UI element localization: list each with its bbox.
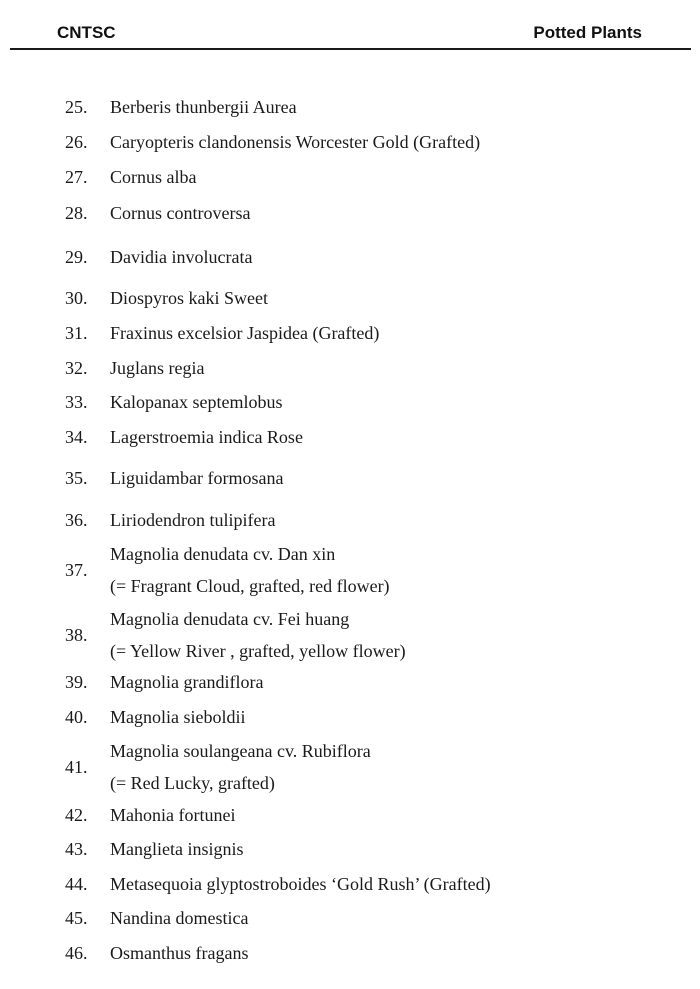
item-number: 36. (65, 510, 88, 530)
item-number: 31. (65, 323, 88, 343)
page-header (10, 18, 691, 50)
header-org: CNTSC (57, 23, 116, 42)
item-name: Liguidambar formosana (110, 468, 284, 488)
item-number: 39. (65, 672, 88, 692)
item-name: Metasequoia glyptostroboides ‘Gold Rush’ (Grafted) (110, 874, 491, 894)
item-number: 46. (65, 943, 88, 963)
item-number: 38. (65, 625, 88, 645)
item-name: Diospyros kaki Sweet (110, 288, 268, 308)
item-number: 29. (65, 247, 88, 267)
item-number: 44. (65, 874, 88, 894)
item-name: Osmanthus fragans (110, 943, 249, 963)
item-name: Manglieta insignis (110, 839, 244, 859)
item-number: 28. (65, 203, 88, 223)
item-number: 30. (65, 288, 88, 308)
item-number: 35. (65, 468, 88, 488)
item-number: 33. (65, 392, 88, 412)
item-name: Mahonia fortunei (110, 805, 236, 825)
item-number: 26. (65, 132, 88, 152)
item-number: 40. (65, 707, 88, 727)
item-number: 34. (65, 427, 88, 447)
item-number: 42. (65, 805, 88, 825)
item-number: 41. (65, 757, 88, 777)
item-number: 45. (65, 908, 88, 928)
item-number: 43. (65, 839, 88, 859)
item-name: Lagerstroemia indica Rose (110, 427, 303, 447)
item-name: Magnolia grandiflora (110, 672, 264, 692)
item-name-detail: (= Fragrant Cloud, grafted, red flower) (110, 576, 390, 596)
header-section-title: Potted Plants (533, 23, 642, 42)
item-name: Davidia involucrata (110, 247, 253, 267)
item-name: Juglans regia (110, 358, 205, 378)
item-name: Nandina domestica (110, 908, 249, 928)
item-name-detail: (= Red Lucky, grafted) (110, 773, 275, 793)
item-name: Fraxinus excelsior Jaspidea (Grafted) (110, 323, 380, 343)
item-name: Kalopanax septemlobus (110, 392, 283, 412)
item-number: 25. (65, 97, 88, 117)
item-name: Berberis thunbergii Aurea (110, 97, 297, 117)
item-name: Magnolia sieboldii (110, 707, 246, 727)
item-name: Magnolia denudata cv. Fei huang (110, 609, 350, 629)
item-name: Cornus alba (110, 167, 197, 187)
item-name: Caryopteris clandonensis Worcester Gold (Grafted) (110, 132, 481, 152)
item-name-detail: (= Yellow River , grafted, yellow flower) (110, 641, 406, 661)
item-number: 27. (65, 167, 88, 187)
item-name: Magnolia denudata cv. Dan xin (110, 544, 336, 564)
item-name: Liriodendron tulipifera (110, 510, 276, 530)
item-number: 32. (65, 358, 88, 378)
item-number: 37. (65, 560, 88, 580)
item-name: Cornus controversa (110, 203, 251, 223)
item-name: Magnolia soulangeana cv. Rubiflora (110, 741, 371, 761)
